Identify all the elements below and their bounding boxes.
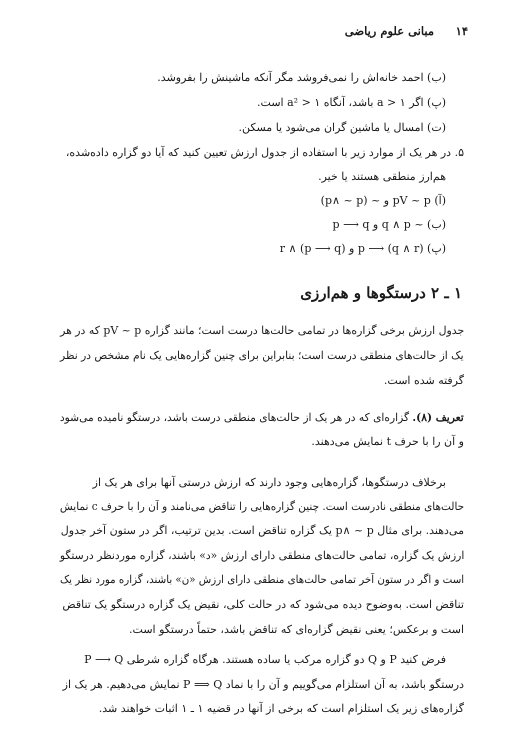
para1-line-1: جدول ارزش برخی گزاره‌ها در تمامی حالت‌ها درست است؛ مانند گزاره pV ~ p که در هر [59,324,464,337]
definition-text: گزاره‌ای که در هر یک از حالت‌های منطقی درست باشد، درستگو نامیده می‌شود [60,411,413,424]
exercise-5-formula-b: (ب) ~ q ∧ p و p ⟶ q [332,218,446,231]
para3-line-2: درستگو باشد، به آن استلزام می‌گوییم و آن را با نماد P ⟹ Q نمایش می‌دهیم. هر یک از [62,678,464,691]
exercise-5-formula-alef: (آ) pV ~ p و ~ (p∧ ~ p) [320,194,446,207]
exercise-5-formula-p: (پ) p ⟶ (q ∧ r) و (p ⟶ q) ∧ r [279,242,446,255]
running-title: مبانی علوم ریاضی [344,24,434,38]
exercise-5-line-1: ۵. در هر یک از موارد زیر با استفاده از جدول ارزش تعیین کنید که آیا دو گزاره داده‌شده، [65,146,464,159]
para2-line-2: حالت‌های منطقی نادرست است. چنین گزاره‌هایی را تناقض می‌نامند و آن را با حرف c نمایش [59,500,464,513]
item-b: (ب) احمد خانه‌اش را نمی‌فروشد مگر آنکه ماشینش را بفروشد. [157,71,446,84]
para2-line-7: است و برعکس؛ یعنی نقیض گزاره‌ای که تناقض باشد، حتماً درستگو است. [129,623,464,636]
exercise-5-line-2: هم‌ارز منطقی هستند یا خیر. [318,170,446,183]
para3-line-1: فرض کنید P و Q دو گزاره مرکب یا ساده هستند. هرگاه گزاره شرطی P ⟶ Q [84,653,446,666]
item-p: (پ) اگر ۱ < a باشد، آنگاه ۱ < a² است. [257,96,446,109]
definition-line-2: و آن را با حرف t نمایش می‌دهند. [311,435,464,448]
para2-line-6: تناقض است. به‌وضوح دیده می‌شود که در حالت کلی، نقیض یک گزاره درستگو یک تناقض [62,598,464,611]
para2-line-3: می‌دهند. برای مثال p∧ ~ p یک گزاره تناقض است. بدین ترتیب، اگر در ستون آخر جدول [60,524,464,537]
definition-label: تعریف (۸). [412,411,464,424]
para1-line-2: یک از حالت‌های منطقی درست است؛ بنابراین برای چنین گزاره‌هایی یک نام مشخص در نظر [60,349,464,362]
para2-line-5: است و اگر در ستون آخر تمامی حالت‌های منطقی دارای ارزش «ن» باشند، گزاره مورد نظر یک [59,573,464,586]
para2-line-4: ارزش یک گزاره، تمامی حالت‌های منطقی دارای ارزش «د» باشند، گزاره موردنظر درستگو [59,549,464,562]
para1-line-3: گرفته شده است. [383,374,464,387]
page-number: ۱۴ [455,24,468,38]
item-t: (ت) امسال یا ماشین گران می‌شود یا مسکن. [238,121,446,134]
section-heading: ۱ ـ ۲ درستگوها و هم‌ارزی [300,284,462,302]
para2-line-1: برخلاف درستگوها، گزاره‌هایی وجود دارند که ارزش درستی آنها برای هر یک از [92,476,446,489]
para3-line-3: گزاره‌های زیر یک استلزام است که برخی از آنها در قضیه ۱ ـ ۱ اثبات خواهند شد. [98,702,464,715]
page-header [62,24,468,42]
definition-line-1 [60,411,464,425]
